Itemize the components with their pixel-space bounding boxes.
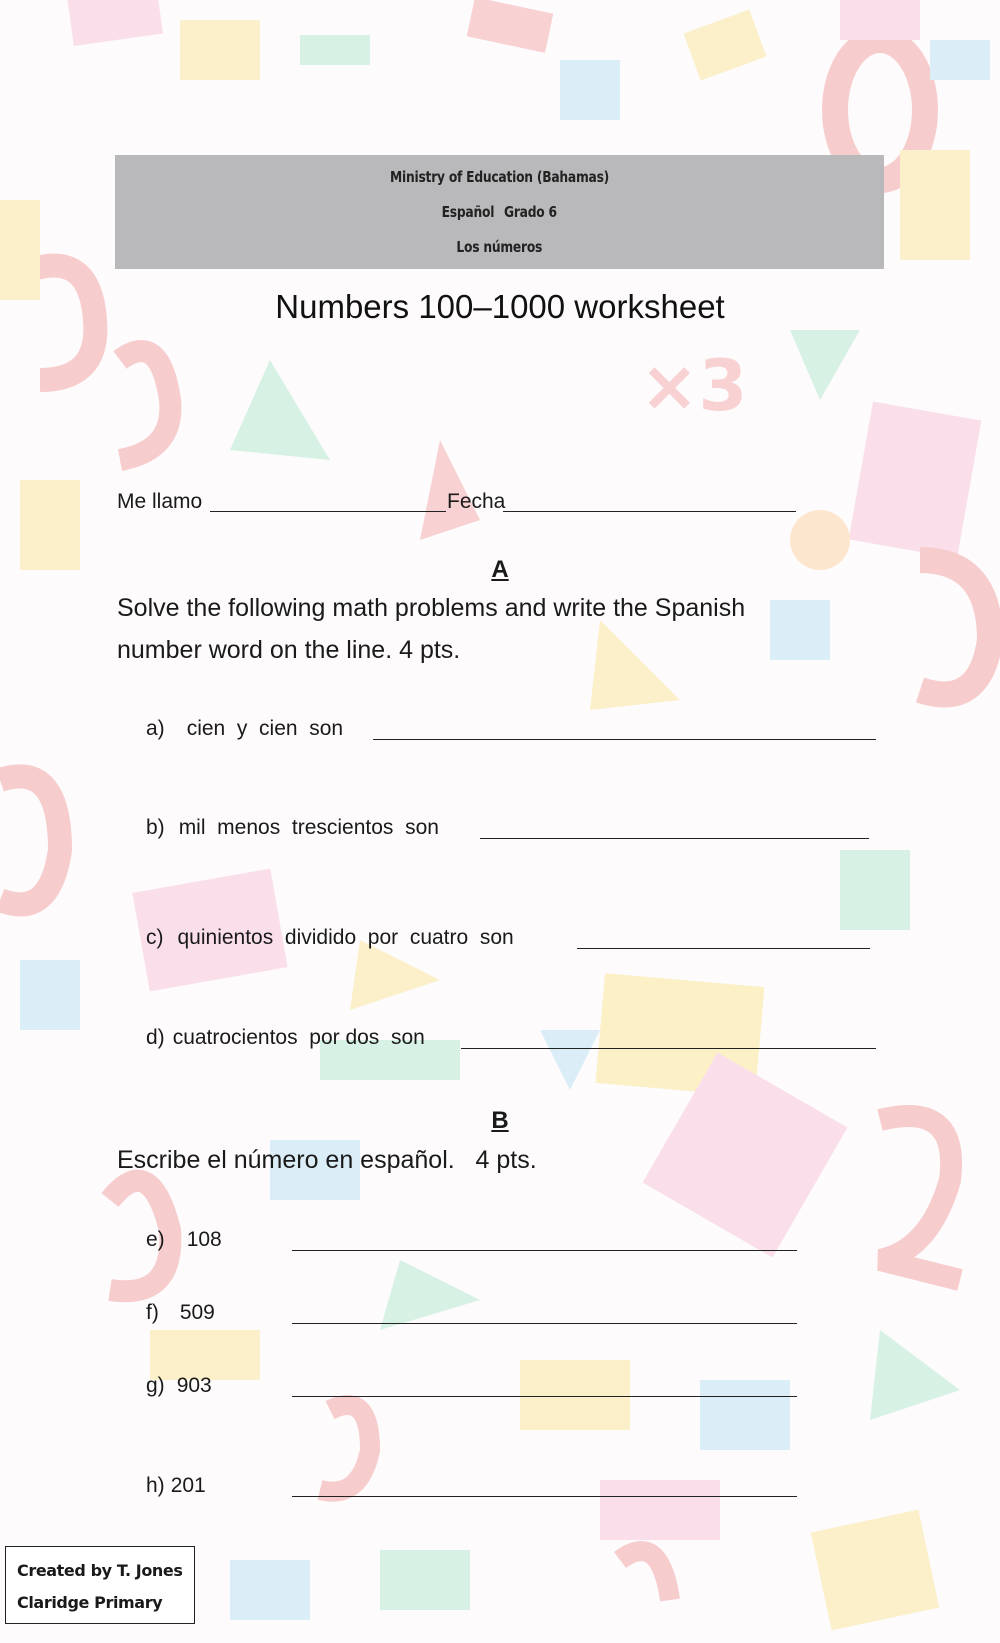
name-label: Me llamo <box>117 490 203 513</box>
question-letter: f) <box>146 1301 159 1324</box>
answer-line-g[interactable] <box>292 1396 797 1397</box>
credit-box <box>5 1546 195 1624</box>
question-letter: g) <box>146 1374 165 1397</box>
section-a-instruction: Solve the following math problems and write the Spanish <box>117 594 746 622</box>
question-number: 201 <box>170 1474 206 1497</box>
question-letter: a) <box>146 717 165 740</box>
answer-line-e[interactable] <box>292 1250 797 1251</box>
date-label: Fecha <box>447 490 506 513</box>
question-letter: b) <box>146 816 165 839</box>
ministry-name: Ministry of Education (Bahamas) <box>389 167 610 186</box>
answer-line-f[interactable] <box>292 1323 797 1324</box>
date-answer-line[interactable] <box>503 511 796 512</box>
worksheet-title: Numbers 100–1000 worksheet <box>275 288 725 325</box>
question-f <box>146 1301 215 1325</box>
answer-line-d[interactable] <box>461 1048 876 1049</box>
grade-label: Grado 6 <box>504 202 558 221</box>
name-answer-line[interactable] <box>210 511 446 512</box>
question-c <box>146 926 514 950</box>
section-a-instruction-cont: number word on the line. 4 pts. <box>117 636 461 664</box>
question-text: mil menos trescientos son <box>178 816 439 839</box>
section-a-heading: A <box>491 556 509 583</box>
question-number: 108 <box>186 1228 222 1251</box>
question-text: quinientos dividido por cuatro son <box>177 926 514 949</box>
subject-grade-line <box>442 203 557 221</box>
question-letter: h) <box>146 1474 165 1497</box>
question-text: cien y cien son <box>186 717 344 740</box>
answer-line-b[interactable] <box>480 838 869 839</box>
question-letter: e) <box>146 1228 165 1251</box>
topic-label: Los números <box>456 238 543 257</box>
question-h <box>146 1474 206 1498</box>
answer-line-a[interactable] <box>373 739 876 740</box>
question-d <box>146 1026 425 1050</box>
ministry-header <box>115 155 884 269</box>
svg-text:×3: ×3 <box>640 345 748 427</box>
answer-line-c[interactable] <box>577 948 870 949</box>
question-e <box>146 1228 222 1252</box>
question-number: 903 <box>176 1374 212 1397</box>
question-number: 509 <box>179 1301 215 1324</box>
section-b-instruction: Escribe el número en español. 4 pts. <box>117 1146 537 1174</box>
answer-line-h[interactable] <box>292 1496 797 1497</box>
question-letter: c) <box>146 926 164 949</box>
subject-label: Español <box>441 202 495 221</box>
question-g <box>146 1374 212 1398</box>
question-text: cuatrocientos por dos son <box>172 1026 425 1049</box>
author-credit: Created by T. Jones <box>17 1561 183 1580</box>
question-b <box>146 816 439 840</box>
question-letter: d) <box>146 1026 165 1049</box>
school-name: Claridge Primary <box>17 1593 163 1612</box>
section-b-heading: B <box>491 1107 509 1134</box>
question-a <box>146 717 343 741</box>
